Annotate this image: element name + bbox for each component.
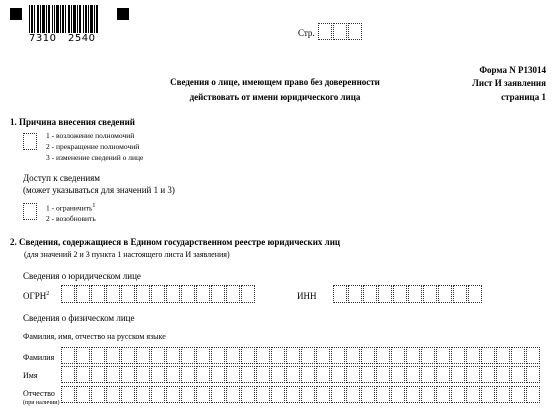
legal-entity-label: Сведения о юридическом лице [23, 271, 141, 281]
name-cell[interactable] [166, 366, 180, 383]
patronymic-cell[interactable] [391, 386, 405, 403]
patronymic-cell[interactable] [196, 386, 210, 403]
surname-field[interactable] [61, 347, 541, 364]
patronymic-cell[interactable] [151, 386, 165, 403]
patronymic-cell[interactable] [136, 386, 150, 403]
surname-cell[interactable] [466, 347, 480, 364]
footnote-1: 1 [92, 203, 96, 209]
surname-cell[interactable] [271, 347, 285, 364]
surname-cell[interactable] [226, 347, 240, 364]
surname-cell[interactable] [181, 347, 195, 364]
patronymic-cell[interactable] [496, 386, 510, 403]
name-cell[interactable] [61, 366, 75, 383]
surname-cell[interactable] [331, 347, 345, 364]
surname-cell[interactable] [376, 347, 390, 364]
name-cell[interactable] [481, 366, 495, 383]
patronymic-cell[interactable] [91, 386, 105, 403]
surname-cell[interactable] [286, 347, 300, 364]
access-option-1-text: 1 - ограничить [46, 203, 93, 213]
patronymic-cell[interactable] [316, 386, 330, 403]
patronymic-cell[interactable] [466, 386, 480, 403]
surname-cell[interactable] [316, 347, 330, 364]
access-subtitle: (может указываться для значений 1 и 3) [23, 185, 175, 195]
person-label: Сведения о физическом лице [23, 313, 135, 323]
patronymic-cell[interactable] [286, 386, 300, 403]
page-number-field[interactable] [318, 23, 363, 40]
patronymic-cell[interactable] [166, 386, 180, 403]
page-cell[interactable] [318, 23, 332, 40]
access-title: Доступ к сведениям [23, 173, 100, 183]
surname-cell[interactable] [511, 347, 525, 364]
name-cell[interactable] [451, 366, 465, 383]
inn-cell[interactable] [363, 285, 377, 303]
patronymic-cell[interactable] [451, 386, 465, 403]
inn-cell[interactable] [393, 285, 407, 303]
reason-input-cell[interactable] [23, 133, 37, 150]
patronymic-cell[interactable] [121, 386, 135, 403]
surname-cell[interactable] [211, 347, 225, 364]
ogrn-cell[interactable] [91, 285, 105, 303]
ogrn-cell[interactable] [196, 285, 210, 303]
inn-cell[interactable] [378, 285, 392, 303]
form-title-line2: действовать от имени юридического лица [189, 92, 361, 102]
patronymic-cell[interactable] [406, 386, 420, 403]
barcode [29, 5, 99, 47]
surname-cell[interactable] [481, 347, 495, 364]
name-cell[interactable] [496, 366, 510, 383]
name-cell[interactable] [406, 366, 420, 383]
access-option-2: 2 - возобновить [46, 214, 96, 223]
inn-cell[interactable] [453, 285, 467, 303]
patronymic-cell[interactable] [481, 386, 495, 403]
patronymic-cell[interactable] [211, 386, 225, 403]
patronymic-cell[interactable] [61, 386, 75, 403]
name-cell[interactable] [391, 366, 405, 383]
surname-cell[interactable] [451, 347, 465, 364]
patronymic-label: Отчество [23, 389, 55, 398]
section2-heading: 2. Сведения, содержащиеся в Едином государственном реестре юридических лиц [10, 237, 341, 247]
patronymic-cell[interactable] [361, 386, 375, 403]
ogrn-cell[interactable] [121, 285, 135, 303]
ogrn-cell[interactable] [136, 285, 150, 303]
form-title-line1: Сведения о лице, имеющем право без доверенности [170, 77, 380, 87]
surname-cell[interactable] [151, 347, 165, 364]
patronymic-cell[interactable] [301, 386, 315, 403]
name-cell[interactable] [376, 366, 390, 383]
page-label: Стр. [298, 28, 315, 38]
patronymic-cell[interactable] [106, 386, 120, 403]
ogrn-cell[interactable] [241, 285, 255, 303]
patronymic-cell[interactable] [526, 386, 540, 403]
barcode-number-left: 7310 [29, 33, 57, 44]
ogrn-field[interactable] [61, 285, 256, 303]
patronymic-cell[interactable] [376, 386, 390, 403]
footnote-2: 2 [46, 291, 50, 297]
patronymic-cell[interactable] [271, 386, 285, 403]
ogrn-cell[interactable] [181, 285, 195, 303]
name-cell[interactable] [151, 366, 165, 383]
patronymic-cell[interactable] [76, 386, 90, 403]
patronymic-cell[interactable] [256, 386, 270, 403]
name-cell[interactable] [106, 366, 120, 383]
patronymic-cell[interactable] [331, 386, 345, 403]
name-cell[interactable] [91, 366, 105, 383]
name-cell[interactable] [361, 366, 375, 383]
patronymic-note: (при наличии) [23, 400, 60, 406]
surname-cell[interactable] [241, 347, 255, 364]
ogrn-cell[interactable] [226, 285, 240, 303]
patronymic-cell[interactable] [421, 386, 435, 403]
inn-cell[interactable] [333, 285, 347, 303]
access-option-1 [46, 203, 95, 213]
name-cell[interactable] [436, 366, 450, 383]
ogrn-label [23, 291, 49, 301]
form-sheet: Лист И заявления [472, 78, 546, 88]
surname-cell[interactable] [61, 347, 75, 364]
name-cell[interactable] [301, 366, 315, 383]
ogrn-cell[interactable] [151, 285, 165, 303]
name-cell[interactable] [331, 366, 345, 383]
surname-cell[interactable] [196, 347, 210, 364]
surname-cell[interactable] [76, 347, 90, 364]
inn-cell[interactable] [438, 285, 452, 303]
form-id: Форма N Р13014 [479, 65, 546, 75]
surname-cell[interactable] [346, 347, 360, 364]
surname-cell[interactable] [136, 347, 150, 364]
name-cell[interactable] [511, 366, 525, 383]
surname-cell[interactable] [496, 347, 510, 364]
reason-option-3: 3 - изменение сведений о лице [46, 153, 144, 162]
name-cell[interactable] [346, 366, 360, 383]
name-cell[interactable] [421, 366, 435, 383]
patronymic-cell[interactable] [181, 386, 195, 403]
ogrn-cell[interactable] [76, 285, 90, 303]
inn-cell[interactable] [348, 285, 362, 303]
surname-cell[interactable] [106, 347, 120, 364]
section1-heading: 1. Причина внесения сведений [10, 117, 135, 127]
surname-cell[interactable] [166, 347, 180, 364]
name-label: Имя [23, 371, 38, 380]
name-cell[interactable] [226, 366, 240, 383]
patronymic-cell[interactable] [226, 386, 240, 403]
name-cell[interactable] [271, 366, 285, 383]
ogrn-label-text: ОГРН [23, 291, 47, 301]
reason-option-1: 1 - возложение полномочий [46, 131, 135, 140]
page-cell[interactable] [348, 23, 362, 40]
page-cell[interactable] [333, 23, 347, 40]
barcode-number-right: 2540 [68, 33, 96, 44]
name-cell[interactable] [76, 366, 90, 383]
name-cell[interactable] [316, 366, 330, 383]
surname-cell[interactable] [121, 347, 135, 364]
ogrn-cell[interactable] [211, 285, 225, 303]
inn-cell[interactable] [408, 285, 422, 303]
inn-label: ИНН [297, 291, 317, 301]
surname-cell[interactable] [421, 347, 435, 364]
patronymic-cell[interactable] [436, 386, 450, 403]
reason-option-2: 2 - прекращение полномочий [46, 142, 140, 151]
inn-field[interactable] [333, 285, 483, 303]
name-field[interactable] [61, 366, 541, 383]
name-cell[interactable] [256, 366, 270, 383]
surname-cell[interactable] [301, 347, 315, 364]
name-cell[interactable] [466, 366, 480, 383]
ogrn-cell[interactable] [166, 285, 180, 303]
name-cell[interactable] [211, 366, 225, 383]
surname-cell[interactable] [526, 347, 540, 364]
name-cell[interactable] [196, 366, 210, 383]
form-page: страница 1 [501, 92, 546, 102]
name-cell[interactable] [181, 366, 195, 383]
surname-cell[interactable] [391, 347, 405, 364]
patronymic-cell[interactable] [511, 386, 525, 403]
name-cell[interactable] [286, 366, 300, 383]
access-input-cell[interactable] [23, 203, 37, 220]
ogrn-cell[interactable] [61, 285, 75, 303]
corner-marker-left [10, 8, 22, 20]
inn-cell[interactable] [468, 285, 482, 303]
patronymic-cell[interactable] [346, 386, 360, 403]
fio-label: Фамилия, имя, отчество на русском языке [23, 332, 166, 341]
inn-cell[interactable] [423, 285, 437, 303]
corner-marker-right [117, 8, 129, 20]
surname-label: Фамилия [23, 353, 55, 362]
name-cell[interactable] [241, 366, 255, 383]
patronymic-cell[interactable] [241, 386, 255, 403]
ogrn-cell[interactable] [106, 285, 120, 303]
surname-cell[interactable] [91, 347, 105, 364]
patronymic-field[interactable] [61, 386, 541, 403]
section2-subheading: (для значений 2 и 3 пункта 1 настоящего листа И заявления) [24, 250, 230, 259]
name-cell[interactable] [121, 366, 135, 383]
surname-cell[interactable] [256, 347, 270, 364]
name-cell[interactable] [526, 366, 540, 383]
surname-cell[interactable] [406, 347, 420, 364]
name-cell[interactable] [136, 366, 150, 383]
surname-cell[interactable] [436, 347, 450, 364]
surname-cell[interactable] [361, 347, 375, 364]
